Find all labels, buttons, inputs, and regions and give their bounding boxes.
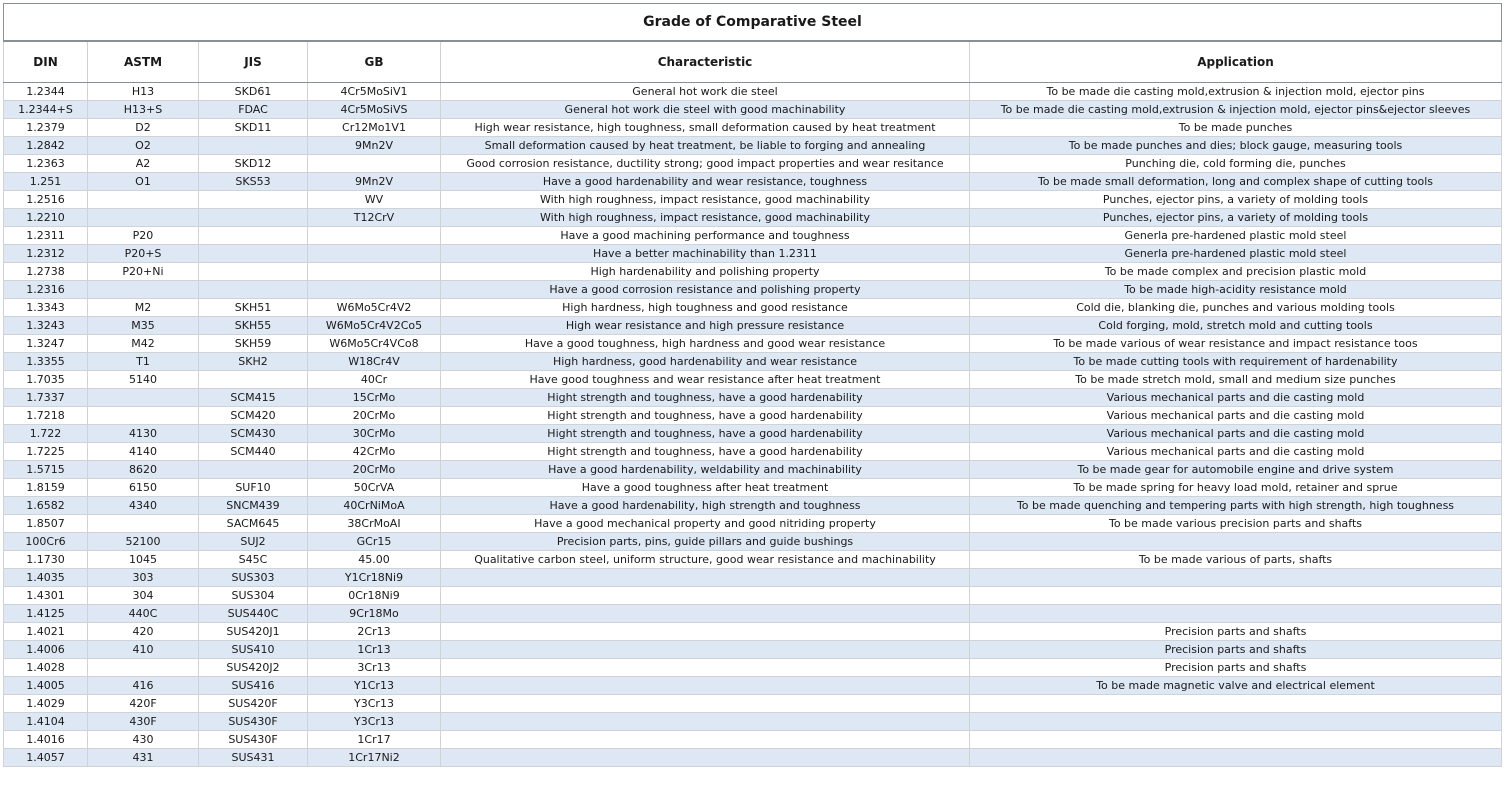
cell-gb: W18Cr4V [308,353,441,371]
cell-din: 1.4035 [4,569,88,587]
table-row [4,443,1502,461]
cell-din: 1.2344 [4,83,88,101]
cell-din: 1.7218 [4,407,88,425]
cell-characteristic: General hot work die steel [441,83,970,101]
cell-gb: 1Cr17Ni2 [308,749,441,767]
cell-astm: 4340 [88,497,199,515]
table-row [4,353,1502,371]
cell-din: 1.7225 [4,443,88,461]
cell-din: 1.4057 [4,749,88,767]
cell-gb: 1Cr13 [308,641,441,659]
cell-astm [88,209,199,227]
cell-astm: A2 [88,155,199,173]
table-row [4,605,1502,623]
cell-jis: SKH59 [199,335,308,353]
cell-astm: 52100 [88,533,199,551]
table-row [4,641,1502,659]
table-row [4,335,1502,353]
cell-jis: SUJ2 [199,533,308,551]
cell-characteristic [441,659,970,677]
cell-astm [88,389,199,407]
cell-jis: SUS440C [199,605,308,623]
cell-characteristic [441,749,970,767]
cell-astm: P20 [88,227,199,245]
table-row [4,587,1502,605]
cell-din: 1.1730 [4,551,88,569]
cell-characteristic: Have good toughness and wear resistance after heat treatment [441,371,970,389]
table-row [4,497,1502,515]
cell-application [970,605,1502,623]
cell-gb [308,263,441,281]
cell-jis: SCM420 [199,407,308,425]
cell-application: To be made various of wear resistance and impact resistance toos [970,335,1502,353]
cell-astm: H13+S [88,101,199,119]
cell-astm: 303 [88,569,199,587]
cell-din: 1.722 [4,425,88,443]
cell-astm: O1 [88,173,199,191]
cell-jis [199,245,308,263]
cell-jis [199,227,308,245]
cell-characteristic: Hight strength and toughness, have a good hardenability [441,425,970,443]
cell-characteristic: Have a good hardenability, high strength and toughness [441,497,970,515]
cell-application: Punches, ejector pins, a variety of molding tools [970,191,1502,209]
cell-astm: H13 [88,83,199,101]
cell-characteristic [441,695,970,713]
cell-characteristic: Qualitative carbon steel, uniform structure, good wear resistance and machinability [441,551,970,569]
cell-astm: 4140 [88,443,199,461]
cell-application: Various mechanical parts and die casting mold [970,443,1502,461]
cell-astm: P20+Ni [88,263,199,281]
cell-gb: W6Mo5Cr4VCo8 [308,335,441,353]
table-row [4,677,1502,695]
cell-astm: 6150 [88,479,199,497]
cell-astm: M35 [88,317,199,335]
cell-characteristic: With high roughness, impact resistance, good machinability [441,191,970,209]
table-row [4,479,1502,497]
cell-gb: Y3Cr13 [308,713,441,731]
cell-din: 1.251 [4,173,88,191]
cell-jis: SKH51 [199,299,308,317]
cell-gb: Y3Cr13 [308,695,441,713]
cell-astm [88,191,199,209]
cell-gb [308,245,441,263]
cell-characteristic: General hot work die steel with good machinability [441,101,970,119]
cell-jis: SUS430F [199,731,308,749]
cell-astm: M42 [88,335,199,353]
cell-application: Various mechanical parts and die casting mold [970,389,1502,407]
cell-astm: 430F [88,713,199,731]
column-header-jis: JIS [199,41,308,83]
cell-astm: T1 [88,353,199,371]
cell-jis [199,191,308,209]
table-row [4,551,1502,569]
cell-jis: SUS410 [199,641,308,659]
table-row [4,209,1502,227]
cell-characteristic [441,713,970,731]
cell-astm: O2 [88,137,199,155]
cell-gb: Cr12Mo1V1 [308,119,441,137]
table-row [4,83,1502,101]
cell-astm: 420F [88,695,199,713]
cell-jis: SUS420J2 [199,659,308,677]
cell-astm [88,281,199,299]
cell-application: Generla pre-hardened plastic mold steel [970,227,1502,245]
cell-characteristic [441,677,970,695]
cell-din: 1.4029 [4,695,88,713]
cell-gb: 9Mn2V [308,173,441,191]
cell-application: Punching die, cold forming die, punches [970,155,1502,173]
cell-astm: 420 [88,623,199,641]
cell-characteristic: High wear resistance, high toughness, small deformation caused by heat treatment [441,119,970,137]
cell-jis [199,281,308,299]
cell-astm: 416 [88,677,199,695]
cell-gb: 20CrMo [308,461,441,479]
cell-application [970,731,1502,749]
table-row [4,155,1502,173]
cell-jis: SCM440 [199,443,308,461]
cell-jis: SUS303 [199,569,308,587]
cell-gb: GCr15 [308,533,441,551]
cell-characteristic [441,605,970,623]
cell-application [970,749,1502,767]
table-row [4,389,1502,407]
cell-application: To be made spring for heavy load mold, retainer and sprue [970,479,1502,497]
cell-jis [199,371,308,389]
column-header-gb: GB [308,41,441,83]
cell-din: 1.4301 [4,587,88,605]
cell-gb: 30CrMo [308,425,441,443]
cell-astm: 431 [88,749,199,767]
cell-din: 1.4016 [4,731,88,749]
cell-gb: 2Cr13 [308,623,441,641]
cell-application [970,695,1502,713]
cell-characteristic: With high roughness, impact resistance, good machinability [441,209,970,227]
cell-characteristic [441,569,970,587]
cell-application: To be made small deformation, long and complex shape of cutting tools [970,173,1502,191]
cell-jis [199,263,308,281]
cell-application [970,533,1502,551]
cell-astm: P20+S [88,245,199,263]
cell-jis [199,209,308,227]
cell-jis: SUS431 [199,749,308,767]
cell-din: 1.2312 [4,245,88,263]
cell-characteristic: Hight strength and toughness, have a good hardenability [441,407,970,425]
table-row [4,515,1502,533]
cell-din: 1.2516 [4,191,88,209]
cell-characteristic: High hardness, high toughness and good resistance [441,299,970,317]
cell-gb: 38CrMoAI [308,515,441,533]
cell-jis: SKD61 [199,83,308,101]
cell-din: 1.4104 [4,713,88,731]
cell-din: 1.2363 [4,155,88,173]
cell-astm: D2 [88,119,199,137]
cell-characteristic: High wear resistance and high pressure resistance [441,317,970,335]
cell-application: To be made quenching and tempering parts with high strength, high toughness [970,497,1502,515]
cell-application: Precision parts and shafts [970,623,1502,641]
cell-din: 1.3355 [4,353,88,371]
cell-application: To be made die casting mold,extrusion & injection mold, ejector pins [970,83,1502,101]
cell-jis: SNCM439 [199,497,308,515]
table-row [4,173,1502,191]
cell-application: To be made cutting tools with requirement of hardenability [970,353,1502,371]
cell-din: 100Cr6 [4,533,88,551]
cell-gb: W6Mo5Cr4V2 [308,299,441,317]
cell-din: 1.5715 [4,461,88,479]
cell-gb: 20CrMo [308,407,441,425]
cell-jis: SUS304 [199,587,308,605]
cell-gb: T12CrV [308,209,441,227]
cell-gb: 45.00 [308,551,441,569]
cell-application: Various mechanical parts and die casting mold [970,425,1502,443]
cell-jis: SUF10 [199,479,308,497]
cell-characteristic [441,641,970,659]
cell-characteristic [441,731,970,749]
table-row [4,695,1502,713]
cell-din: 1.3343 [4,299,88,317]
cell-astm: 1045 [88,551,199,569]
table-row [4,137,1502,155]
cell-jis [199,461,308,479]
cell-din: 1.8159 [4,479,88,497]
cell-din: 1.3247 [4,335,88,353]
cell-application: To be made various precision parts and shafts [970,515,1502,533]
cell-characteristic: Hight strength and toughness, have a good hardenability [441,389,970,407]
cell-astm: 304 [88,587,199,605]
table-row [4,407,1502,425]
cell-gb: Y1Cr13 [308,677,441,695]
cell-jis: SUS430F [199,713,308,731]
cell-gb: 40Cr [308,371,441,389]
cell-application [970,587,1502,605]
cell-astm [88,659,199,677]
table-row [4,659,1502,677]
cell-din: 1.2311 [4,227,88,245]
cell-application: To be made gear for automobile engine and drive system [970,461,1502,479]
table-row [4,713,1502,731]
cell-din: 1.4006 [4,641,88,659]
cell-application: Cold forging, mold, stretch mold and cutting tools [970,317,1502,335]
cell-din: 1.8507 [4,515,88,533]
cell-application: To be made die casting mold,extrusion & injection mold, ejector pins&ejector sleeves [970,101,1502,119]
cell-characteristic: Have a good machining performance and toughness [441,227,970,245]
table-row [4,749,1502,767]
cell-characteristic [441,623,970,641]
cell-application: To be made complex and precision plastic mold [970,263,1502,281]
cell-gb [308,155,441,173]
cell-din: 1.2344+S [4,101,88,119]
cell-gb: W6Mo5Cr4V2Co5 [308,317,441,335]
cell-din: 1.2738 [4,263,88,281]
cell-jis: FDAC [199,101,308,119]
table-row [4,569,1502,587]
table-row [4,245,1502,263]
cell-gb: Y1Cr18Ni9 [308,569,441,587]
cell-astm [88,407,199,425]
steel-grade-table [3,3,1502,767]
cell-gb [308,227,441,245]
cell-gb: 15CrMo [308,389,441,407]
table-row [4,461,1502,479]
cell-gb: 4Cr5MoSiVS [308,101,441,119]
cell-application: Precision parts and shafts [970,659,1502,677]
cell-astm [88,515,199,533]
table-body [4,83,1502,767]
table-row [4,119,1502,137]
cell-din: 1.2316 [4,281,88,299]
cell-application [970,713,1502,731]
cell-jis: S45C [199,551,308,569]
cell-characteristic: Have a better machinability than 1.2311 [441,245,970,263]
cell-din: 1.3243 [4,317,88,335]
cell-application: Various mechanical parts and die casting mold [970,407,1502,425]
cell-astm: 5140 [88,371,199,389]
cell-gb: 9Cr18Mo [308,605,441,623]
cell-din: 1.4021 [4,623,88,641]
cell-application: To be made punches and dies; block gauge, measuring tools [970,137,1502,155]
cell-characteristic: Have a good toughness after heat treatment [441,479,970,497]
cell-jis: SKH55 [199,317,308,335]
cell-jis: SUS420J1 [199,623,308,641]
cell-jis: SKD12 [199,155,308,173]
cell-gb: WV [308,191,441,209]
cell-characteristic: Good corrosion resistance, ductility strong; good impact properties and wear resitance [441,155,970,173]
cell-gb: 50CrVA [308,479,441,497]
cell-astm: 410 [88,641,199,659]
column-header-application: Application [970,41,1502,83]
cell-jis: SCM415 [199,389,308,407]
cell-din: 1.2379 [4,119,88,137]
cell-application: To be made stretch mold, small and medium size punches [970,371,1502,389]
table-row [4,425,1502,443]
cell-astm: M2 [88,299,199,317]
cell-characteristic: Precision parts, pins, guide pillars and guide bushings [441,533,970,551]
cell-gb: 0Cr18Ni9 [308,587,441,605]
cell-gb: 4Cr5MoSiV1 [308,83,441,101]
table-row [4,623,1502,641]
column-header-astm: ASTM [88,41,199,83]
table-row [4,263,1502,281]
cell-jis: SKH2 [199,353,308,371]
cell-din: 1.7337 [4,389,88,407]
cell-characteristic: Hight strength and toughness, have a good hardenability [441,443,970,461]
cell-application: To be made magnetic valve and electrical element [970,677,1502,695]
table-row [4,731,1502,749]
table-row [4,371,1502,389]
cell-characteristic: High hardness, good hardenability and wear resistance [441,353,970,371]
cell-din: 1.4005 [4,677,88,695]
cell-application [970,569,1502,587]
table-row [4,101,1502,119]
table-row [4,191,1502,209]
cell-astm: 440C [88,605,199,623]
column-header-characteristic: Characteristic [441,41,970,83]
cell-din: 1.6582 [4,497,88,515]
cell-astm: 4130 [88,425,199,443]
column-header-din: DIN [4,41,88,83]
cell-jis: SKD11 [199,119,308,137]
cell-din: 1.4028 [4,659,88,677]
table-row [4,317,1502,335]
table-row [4,281,1502,299]
cell-gb: 1Cr17 [308,731,441,749]
cell-din: 1.4125 [4,605,88,623]
cell-application: To be made high-acidity resistance mold [970,281,1502,299]
cell-characteristic: Have a good hardenability and wear resistance, toughness [441,173,970,191]
cell-gb: 42CrMo [308,443,441,461]
cell-characteristic: Have a good mechanical property and good nitriding property [441,515,970,533]
table-row [4,299,1502,317]
cell-jis: SKS53 [199,173,308,191]
cell-astm: 8620 [88,461,199,479]
cell-jis: SACM645 [199,515,308,533]
table-title: Grade of Comparative Steel [4,4,1502,42]
cell-din: 1.2210 [4,209,88,227]
cell-characteristic: Have a good corrosion resistance and polishing property [441,281,970,299]
cell-characteristic: Small deformation caused by heat treatment, be liable to forging and annealing [441,137,970,155]
cell-din: 1.2842 [4,137,88,155]
cell-characteristic: High hardenability and polishing property [441,263,970,281]
cell-application: To be made punches [970,119,1502,137]
cell-application: Cold die, blanking die, punches and various molding tools [970,299,1502,317]
cell-jis: SUS420F [199,695,308,713]
cell-application: To be made various of parts, shafts [970,551,1502,569]
cell-gb: 3Cr13 [308,659,441,677]
table-row [4,227,1502,245]
cell-application: Generla pre-hardened plastic mold steel [970,245,1502,263]
cell-jis: SUS416 [199,677,308,695]
cell-gb: 40CrNiMoA [308,497,441,515]
cell-application: Precision parts and shafts [970,641,1502,659]
cell-gb: 9Mn2V [308,137,441,155]
cell-characteristic: Have a good hardenability, weldability and machinability [441,461,970,479]
header-row [4,41,1502,83]
cell-characteristic: Have a good toughness, high hardness and good wear resistance [441,335,970,353]
cell-din: 1.7035 [4,371,88,389]
cell-jis: SCM430 [199,425,308,443]
table-row [4,533,1502,551]
cell-gb [308,281,441,299]
cell-application: Punches, ejector pins, a variety of molding tools [970,209,1502,227]
cell-jis [199,137,308,155]
cell-astm: 430 [88,731,199,749]
cell-characteristic [441,587,970,605]
